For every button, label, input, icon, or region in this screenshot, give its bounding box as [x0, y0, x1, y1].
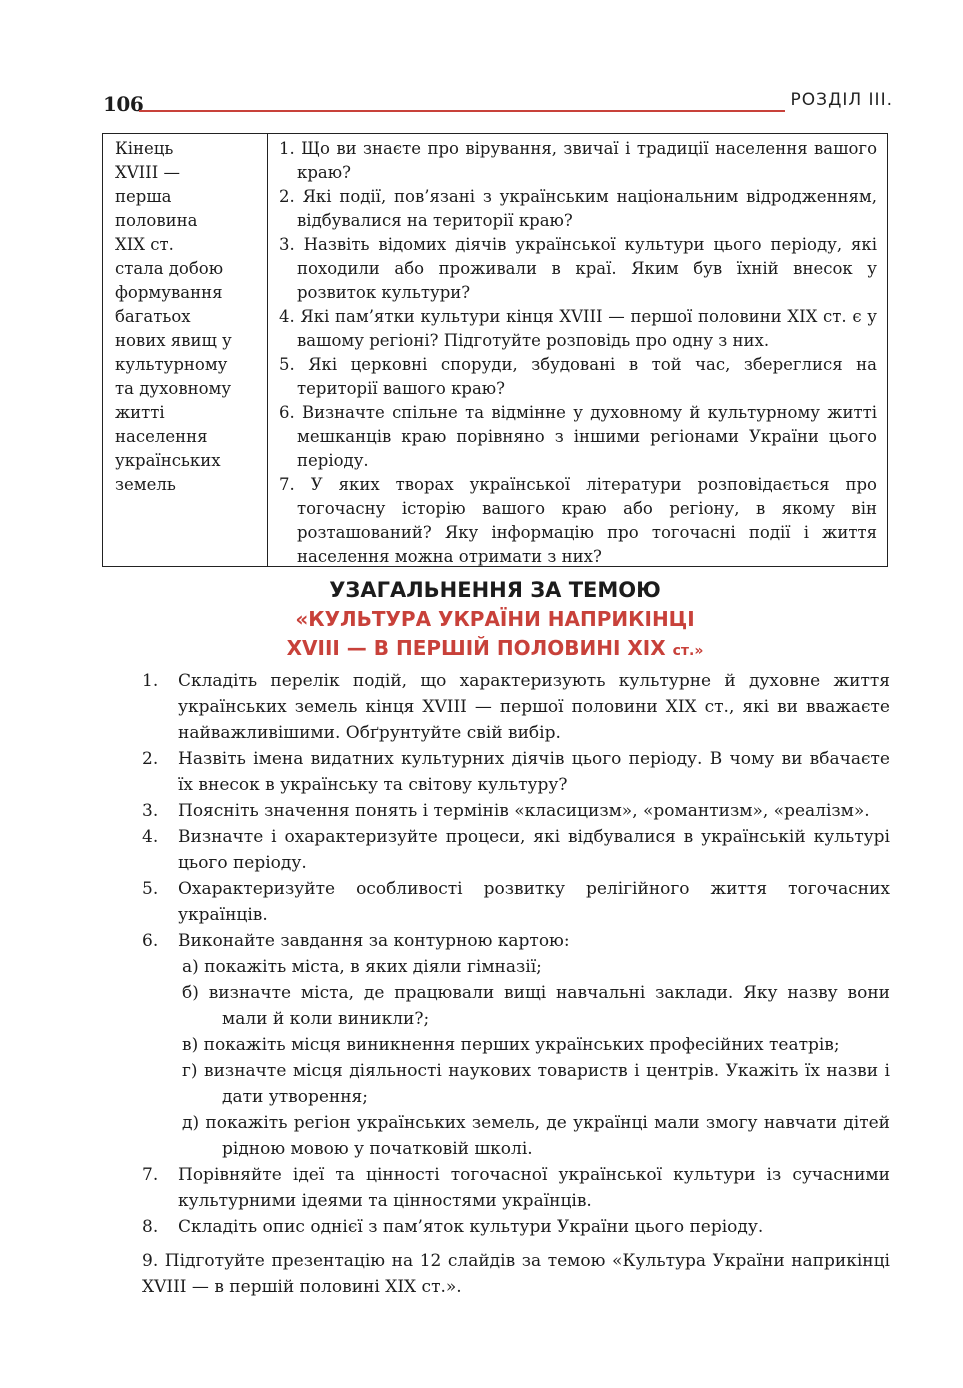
task-item [142, 876, 890, 928]
task-number: 1. [142, 671, 159, 691]
task-9-presentation: 9. Підготуйте презентацію на 12 слайдів за темою «Культура України наприкінці XVIII — в першій половині XIX ст.». [142, 1251, 890, 1297]
left-cell-line: земель [115, 475, 176, 494]
left-cell-line: половина [115, 211, 198, 230]
heading-line-3 [102, 634, 888, 666]
heading-line-3-main: XVIII — В ПЕРШІЙ ПОЛОВИНІ XIX [286, 636, 666, 660]
task-text: Поясніть значення понять і термінів «класицизм», «романтизм», «реалізм». [178, 801, 870, 821]
subtask-item: г) визначте місця діяльності наукових товариств і центрів. Укажіть їх назви і дати утворення; [182, 1061, 890, 1107]
task-text: Виконайте завдання за контурною картою: [178, 931, 570, 951]
heading-line-2: «КУЛЬТУРА УКРАЇНИ НАПРИКІНЦІ [295, 607, 695, 631]
running-header [103, 88, 893, 118]
left-cell-line: XIX ст. [115, 235, 174, 254]
left-cell-line: житті [115, 403, 165, 422]
task-number: 7. [142, 1165, 159, 1185]
task-item [142, 668, 890, 746]
table-question: 1. Що ви знаєте про вірування, звичаї і традиції населення вашого краю? [279, 139, 877, 182]
left-cell-line: культурному [115, 355, 228, 374]
left-cell-line: XVIII — [115, 163, 180, 182]
table-right-cell [279, 137, 877, 569]
left-cell-line: стала добою [115, 259, 224, 278]
header-rule [139, 110, 785, 112]
task-number: 6. [142, 931, 159, 951]
table-question: 7. У яких творах української літератури розповідається про тогочасну історію вашого краю або регіону, в якому він розташований? Яку інформацію про тогочасні події і життя населення можна отримати з них? [279, 475, 877, 566]
task-number: 3. [142, 801, 159, 821]
page-number: 106 [103, 92, 144, 116]
task-number: 5. [142, 879, 159, 899]
left-cell-line: нових явищ у [115, 331, 232, 350]
table-question: 3. Назвіть відомих діячів української культури цього періоду, які походили або проживали в краї. Яким був їхній внесок у розвиток культури? [279, 235, 877, 302]
heading-line-1: УЗАГАЛЬНЕННЯ ЗА ТЕМОЮ [329, 578, 661, 602]
regional-questions-table [102, 133, 888, 567]
task-text: Охарактеризуйте особливості розвитку релігійного життя тогочасних українців. [178, 879, 890, 925]
task-number: 8. [142, 1217, 159, 1237]
task-text: Визначте і охарактеризуйте процеси, які відбувалися в українській культурі цього періоду. [178, 827, 890, 873]
task-item [142, 1214, 890, 1240]
task-text: Складіть перелік подій, що характеризують культурне й духовне життя українських земель кінця XVIII — першої половини XIX ст., які ви вважаєте найважливішими. Обґрунтуйте свій вибір. [178, 671, 890, 743]
task-number: 2. [142, 749, 159, 769]
subtask-item: а) покажіть міста, в яких діяли гімназії; [182, 957, 542, 977]
subtask-item: д) покажіть регіон українських земель, де українці мали змогу навчати дітей рідною мовою у початковій школі. [182, 1113, 890, 1159]
table-left-cell [115, 137, 265, 497]
table-question: 2. Які події, пов’язані з українським національним відродженням, відбувалися на території краю? [279, 187, 877, 230]
task-text: Порівняйте ідеї та цінності тогочасної української культури із сучасними культурними ідеями та цінностями українців. [178, 1165, 890, 1211]
map-subtasks [142, 954, 890, 1162]
table-column-divider [267, 134, 268, 566]
task-item [142, 824, 890, 876]
task-item [142, 1162, 890, 1214]
table-question: 4. Які пам’ятки культури кінця XVIII — першої половини XIX ст. є у вашому регіоні? Підготуйте розповідь про одну з них. [279, 307, 877, 350]
left-cell-line: населення [115, 427, 208, 446]
task-text: Складіть опис однієї з пам’яток культури України цього періоду. [178, 1217, 764, 1237]
heading-line-3-suffix: ст.» [672, 643, 704, 659]
task-number: 4. [142, 827, 159, 847]
summary-tasks-list [142, 668, 890, 1240]
section-heading [102, 576, 888, 666]
table-question: 5. Які церковні споруди, збудовані в той час, збереглися на території вашого краю? [279, 355, 877, 398]
left-cell-line: та духовному [115, 379, 232, 398]
left-cell-line: формування [115, 283, 223, 302]
task-text: Назвіть імена видатних культурних діячів цього періоду. В чому ви вбачаєте їх внесок в українську та світову культуру? [178, 749, 890, 795]
section-label: РОЗДІЛ III. [790, 90, 893, 110]
task-item [142, 798, 890, 824]
subtask-item: в) покажіть місця виникнення перших українських професійних театрів; [182, 1035, 840, 1055]
task-item [142, 928, 890, 954]
left-cell-line: Кінець [115, 139, 174, 158]
task-item [142, 746, 890, 798]
table-question: 6. Визначте спільне та відмінне у духовному й культурному житті мешканців краю порівняно з іншими регіонами України цього періоду. [279, 403, 877, 470]
subtask-item: б) визначте міста, де працювали вищі навчальні заклади. Яку назву вони мали й коли виникли?; [182, 983, 890, 1029]
left-cell-line: багатьох [115, 307, 191, 326]
left-cell-line: українських [115, 451, 221, 470]
left-cell-line: перша [115, 187, 172, 206]
